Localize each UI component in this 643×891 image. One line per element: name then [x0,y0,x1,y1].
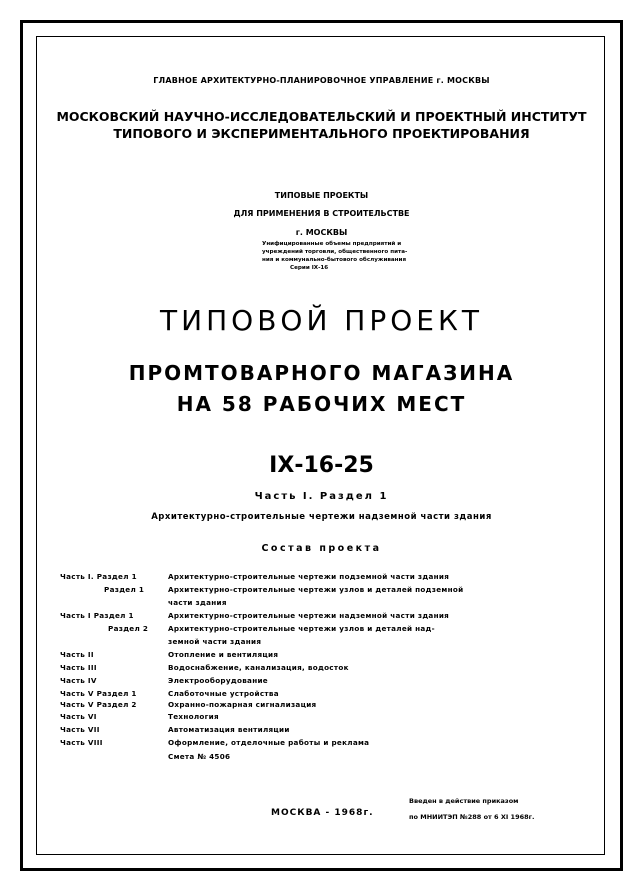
institute-line-2: ТИПОВОГО И ЭКСПЕРИМЕНТАЛЬНОГО ПРОЕКТИРОВАНИЯ [113,126,530,141]
decree-line-2: по МНИИТЭП №288 от 6 XI 1968г. [409,813,535,821]
composition-row-right: Архитектурно-строительные чертежи узлов и деталей над- [168,624,435,633]
series-label-2: ДЛЯ ПРИМЕНЕНИЯ В СТРОИТЕЛЬСТВЕ [233,209,410,218]
part-label: Часть I. Раздел 1 [254,491,389,502]
series-label-3: г. МОСКВЫ [295,228,348,237]
composition-row-left: Часть II [60,650,94,659]
composition-row-left: Раздел 2 [108,624,149,633]
project-code: IХ-16-25 [269,453,374,478]
institute-line-1: МОСКОВСКИЙ НАУЧНО-ИССЛЕДОВАТЕЛЬСКИЙ И ПРОЕКТНЫЙ ИНСТИТУТ [56,109,587,124]
composition-row-right: части здания [168,598,227,607]
part-name: Архитектурно-строительные чертежи надземной части здания [151,512,492,522]
series-desc-3: ния и коммунально-бытового обслуживания [262,257,407,263]
series-desc-1: Унифицированные объемы предприятий и [262,241,402,247]
composition-row-left: Часть VIII [60,738,103,747]
composition-row-right: Архитектурно-строительные чертежи надземной части здания [168,611,450,620]
composition-row-right: земной части здания [168,637,262,646]
composition-row-left: Часть I. Раздел 1 [60,572,137,581]
ministry-line: ГЛАВНОЕ АРХИТЕКТУРНО-ПЛАНИРОВОЧНОЕ УПРАВЛЕНИЕ г. МОСКВЫ [153,76,490,85]
inner-frame [36,36,605,855]
composition-row-right: Технология [168,712,219,721]
composition-row-right: Электрооборудование [168,676,268,685]
composition-row-left: Часть VII [60,725,100,734]
composition-row-left: Часть V Раздел 1 [60,689,137,698]
composition-row-left: Раздел 1 [104,585,145,594]
composition-row-left: Часть III [60,663,97,672]
series-label-1: ТИПОВЫЕ ПРОЕКТЫ [274,191,369,200]
composition-row-right: Архитектурно-строительные чертежи подземной части здания [168,572,450,581]
series-desc-2: учреждений торговли, общественного пита- [262,249,408,255]
composition-row-right: Архитектурно-строительные чертежи узлов и деталей подземной [168,585,464,594]
composition-row-right: Слаботочные устройства [168,689,279,698]
composition-row-right: Отопление и вентиляция [168,650,279,659]
composition-row-right: Смета № 4506 [168,752,231,761]
series-desc-4: Серии IХ-16 [290,265,329,271]
city-year: МОСКВА - 1968г. [271,808,374,818]
composition-row-left: Часть I Раздел 1 [60,611,134,620]
composition-row-left: Часть VI [60,712,97,721]
decree-line-1: Введен в действие приказом [409,797,519,805]
composition-row-left: Часть IV [60,676,97,685]
subtitle-2: НА 58 РАБОЧИХ МЕСТ [176,392,467,416]
composition-heading: Состав проекта [261,543,382,554]
composition-row-left: Часть V Раздел 2 [60,700,137,709]
composition-row-right: Водоснабжение, канализация, водосток [168,663,349,672]
composition-row-right: Оформление, отделочные работы и реклама [168,738,370,747]
document-title: ТИПОВОЙ ПРОЕКТ [160,304,483,337]
composition-row-right: Охранно-пожарная сигнализация [168,700,317,709]
subtitle-1: ПРОМТОВАРНОГО МАГАЗИНА [128,361,515,385]
composition-row-right: Автоматизация вентиляции [168,725,290,734]
